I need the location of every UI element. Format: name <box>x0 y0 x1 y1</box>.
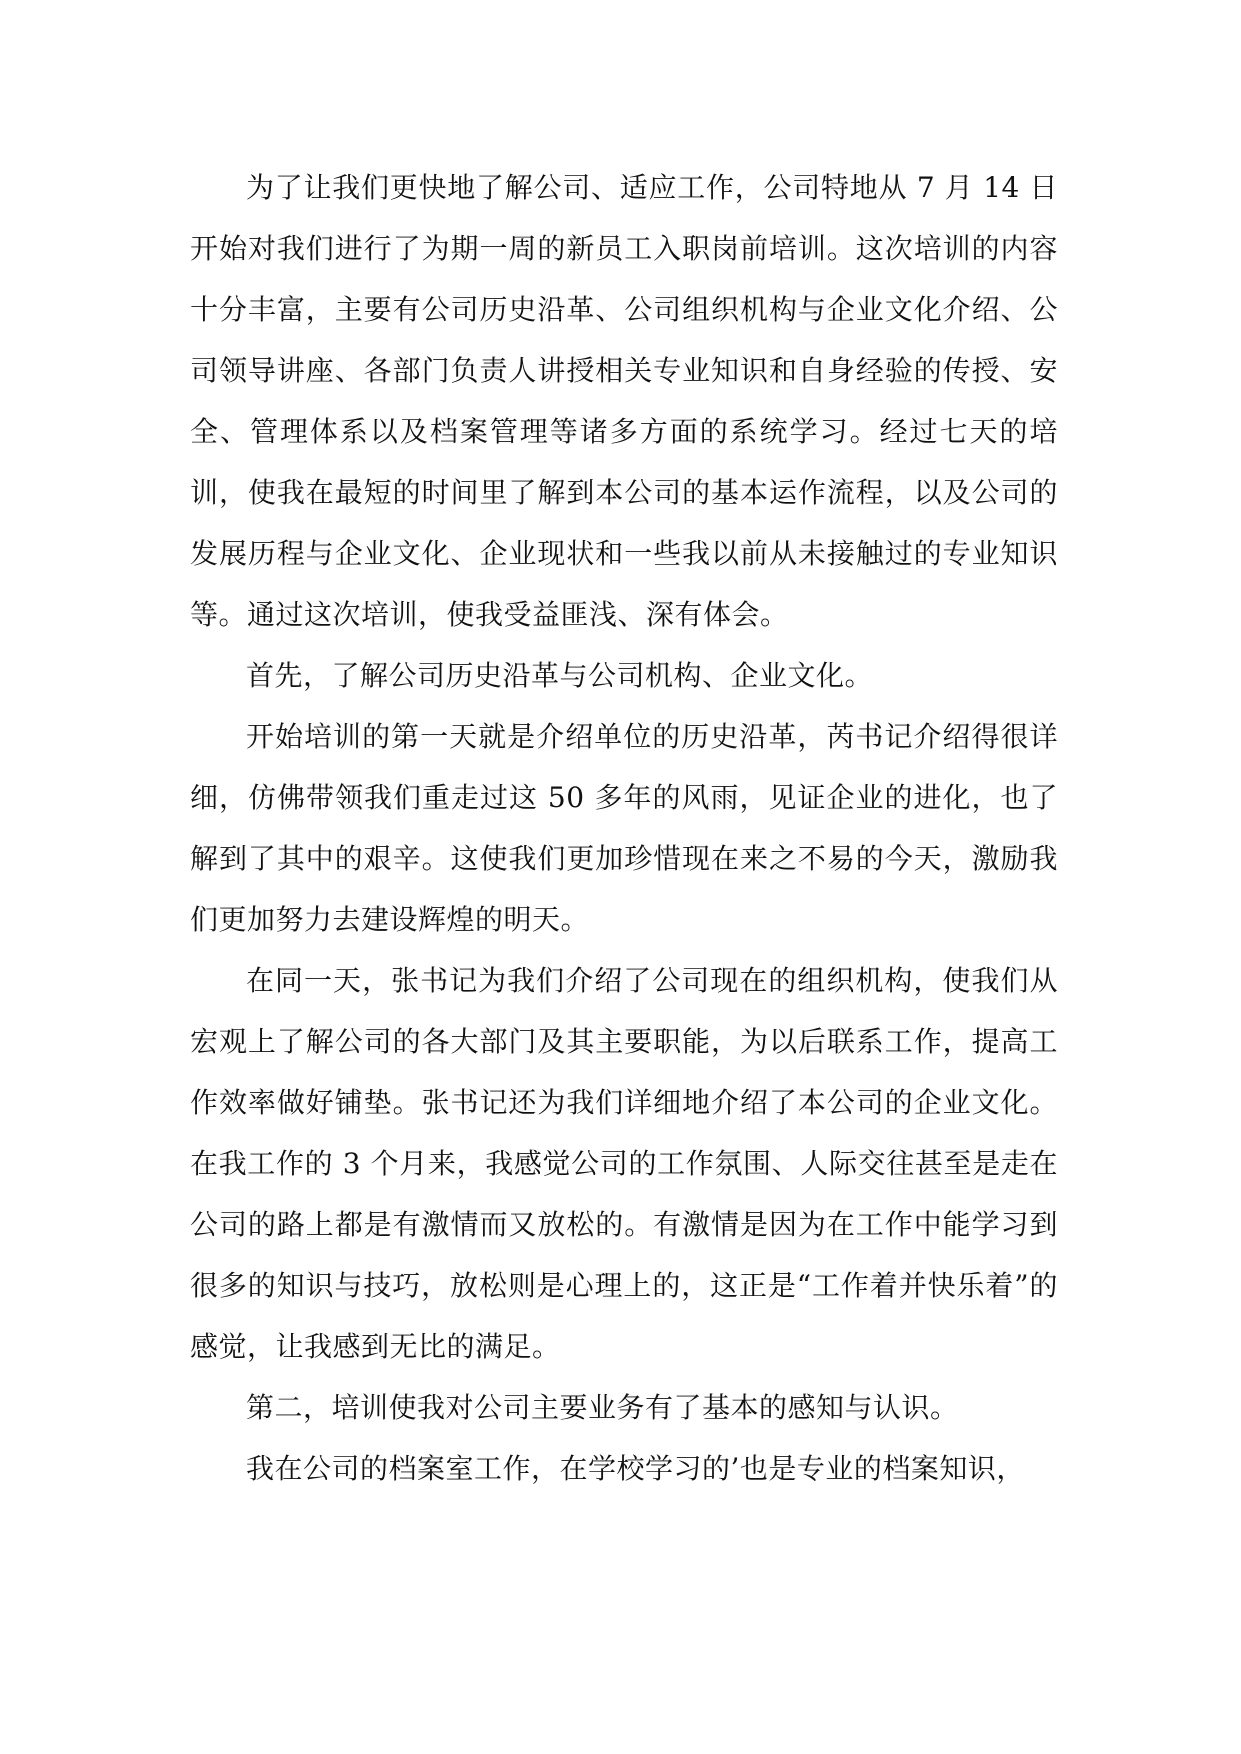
paragraph-second-point-heading: 第二，培训使我对公司主要业务有了基本的感知与认识。 <box>246 1391 959 1424</box>
paragraph-organization-culture: 在同一天，张书记为我们介绍了公司现在的组织机构，使我们从宏观上了解公司的各大部门及其主要职能，为以后联系工作，提高工作效率做好铺垫。张书记还为我们详细地介绍了本公司的企业文化。在我工作的 3 个月来，我感觉公司的工作氛围、人际交往甚至是走在公司的路上都是有激情而又放松的。有激情是因为在工作中能学习到很多的知识与技巧，放松则是心理上的，这正是“工作着并快乐着”的感觉，让我感到无比的满足。 <box>190 964 1058 1363</box>
document-body <box>190 157 1058 1499</box>
paragraph-archive-work: 我在公司的档案室工作，在学校学习的’也是专业的档案知识， <box>246 1452 1025 1485</box>
paragraph-first-point-heading: 首先，了解公司历史沿革与公司机构、企业文化。 <box>246 659 874 692</box>
paragraph-company-history: 开始培训的第一天就是介绍单位的历史沿革，芮书记介绍得很详细，仿佛带领我们重走过这 50 多年的风雨，见证企业的进化，也了解到了其中的艰辛。这使我们更加珍惜现在来之不易的今天，激励我们更加努力去建设辉煌的明天。 <box>190 720 1058 936</box>
paragraph-training-overview: 为了让我们更快地了解公司、适应工作，公司特地从 7 月 14 日开始对我们进行了为期一周的新员工入职岗前培训。这次培训的内容十分丰富，主要有公司历史沿革、公司组织机构与企业文化介绍、公司领导讲座、各部门负责人讲授相关专业知识和自身经验的传授、安全、管理体系以及档案管理等诸多方面的系统学习。经过七天的培训，使我在最短的时间里了解到本公司的基本运作流程，以及公司的发展历程与企业文化、企业现状和一些我以前从未接触过的专业知识等。通过这次培训，使我受益匪浅、深有体会。 <box>190 171 1058 631</box>
